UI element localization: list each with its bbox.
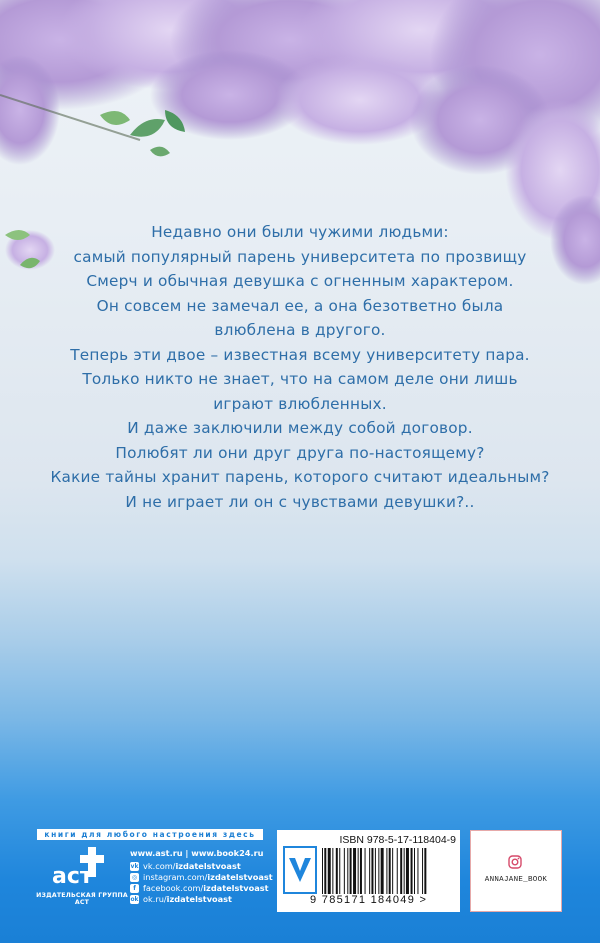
barcode-bar: [324, 848, 326, 894]
social-link-instagram[interactable]: [130, 872, 273, 883]
social-link-handle: izdatelstvoast: [166, 894, 232, 904]
blurb-line: Какие тайны хранит парень, которого считают идеальным?: [50, 468, 550, 486]
facebook-icon: f: [130, 884, 139, 893]
barcode-bar: [404, 848, 405, 894]
author-instagram-badge[interactable]: [470, 830, 562, 912]
barcode-bar: [397, 848, 398, 894]
barcode-bar: [322, 848, 323, 894]
blurb-line: самый популярный парень университета по прозвищу: [73, 247, 527, 266]
barcode-bar: [375, 848, 376, 894]
v-mark-icon: [283, 846, 317, 894]
instagram-icon: ◎: [131, 874, 138, 881]
barcode-bar: [411, 848, 413, 894]
barcode-bar: [371, 848, 373, 894]
barcode-digits: 9 785171 184049 >: [310, 894, 428, 906]
publisher-tagline: книги для любого настроения здесь: [37, 829, 263, 840]
barcode-bar: [332, 848, 333, 894]
social-link-ok[interactable]: [130, 894, 273, 905]
barcode-bar: [386, 848, 387, 894]
blurb-line: И не играет ли он с чувствами девушки?..: [125, 492, 475, 511]
barcode-bar: [422, 848, 423, 894]
barcode-bar: [400, 848, 402, 894]
barcode-bar: [339, 848, 340, 894]
barcode-bar: [378, 848, 379, 894]
blurb-line: влюблена в другого.: [214, 321, 386, 339]
barcode-bar: [417, 848, 418, 894]
barcode-bar: [365, 848, 366, 894]
social-link-prefix: instagram.com/: [143, 872, 208, 882]
barcode-bar: [369, 848, 370, 894]
blurb-line: Теперь эти двое – известная всему университету пара.: [70, 345, 530, 364]
social-link-facebook[interactable]: [130, 883, 273, 894]
blurb-line: Он совсем не замечал ее, а она безответно была: [96, 296, 504, 315]
barcode-bar: [414, 848, 415, 894]
ok-icon: ok: [130, 896, 139, 903]
barcode-bar: [336, 848, 338, 894]
isbn-label: ISBN 978-5-17-118404-9: [339, 834, 456, 846]
blurb-line: Недавно они были чужими людьми:: [151, 223, 449, 241]
social-link-prefix: facebook.com/: [143, 883, 204, 893]
barcode-bar: [347, 848, 348, 894]
social-link-handle: izdatelstvoast: [175, 861, 241, 871]
blurb-line: Полюбят ли они друг друга по-настоящему?: [115, 443, 485, 462]
barcode-bars: [322, 848, 456, 894]
barcode-bar: [350, 848, 352, 894]
ast-logo-text: аст: [52, 864, 93, 889]
barcode-bar: [392, 848, 393, 894]
social-link-prefix: ok.ru/: [143, 894, 167, 904]
blurb-line: играют влюбленных.: [213, 394, 387, 413]
publisher-sites[interactable]: www.ast.ru | www.book24.ru: [130, 848, 264, 858]
ast-logo: [50, 845, 112, 889]
back-cover-blurb: [40, 220, 560, 514]
publisher-group-name: ИЗДАТЕЛЬСКАЯ ГРУППА АСТ: [36, 892, 128, 906]
barcode-bar: [358, 848, 359, 894]
author-instagram-handle: ANNAJANE_BOOK: [484, 876, 548, 884]
social-link-prefix: vk.com/: [143, 861, 176, 871]
barcode-bar: [389, 848, 391, 894]
social-link-handle: izdatelstvoast: [207, 872, 273, 882]
social-link-handle: izdatelstvoast: [203, 883, 269, 893]
barcode-bar: [424, 848, 426, 894]
blurb-line: И даже заключили между собой договор.: [127, 419, 473, 437]
barcode-bar: [328, 848, 331, 894]
instagram-icon: [508, 855, 522, 869]
barcode-bar: [353, 848, 356, 894]
blurb-line: Смерч и обычная девушка с огненным характером.: [86, 272, 514, 290]
vk-icon: vk: [130, 863, 139, 870]
barcode-bar: [381, 848, 384, 894]
publisher-links: [130, 848, 273, 905]
social-link-vk[interactable]: [130, 861, 273, 872]
barcode-bar: [406, 848, 409, 894]
barcode-bar: [344, 848, 345, 894]
blurb-line: Только никто не знает, что на самом деле они лишь: [82, 370, 518, 388]
barcode-bar: [360, 848, 362, 894]
